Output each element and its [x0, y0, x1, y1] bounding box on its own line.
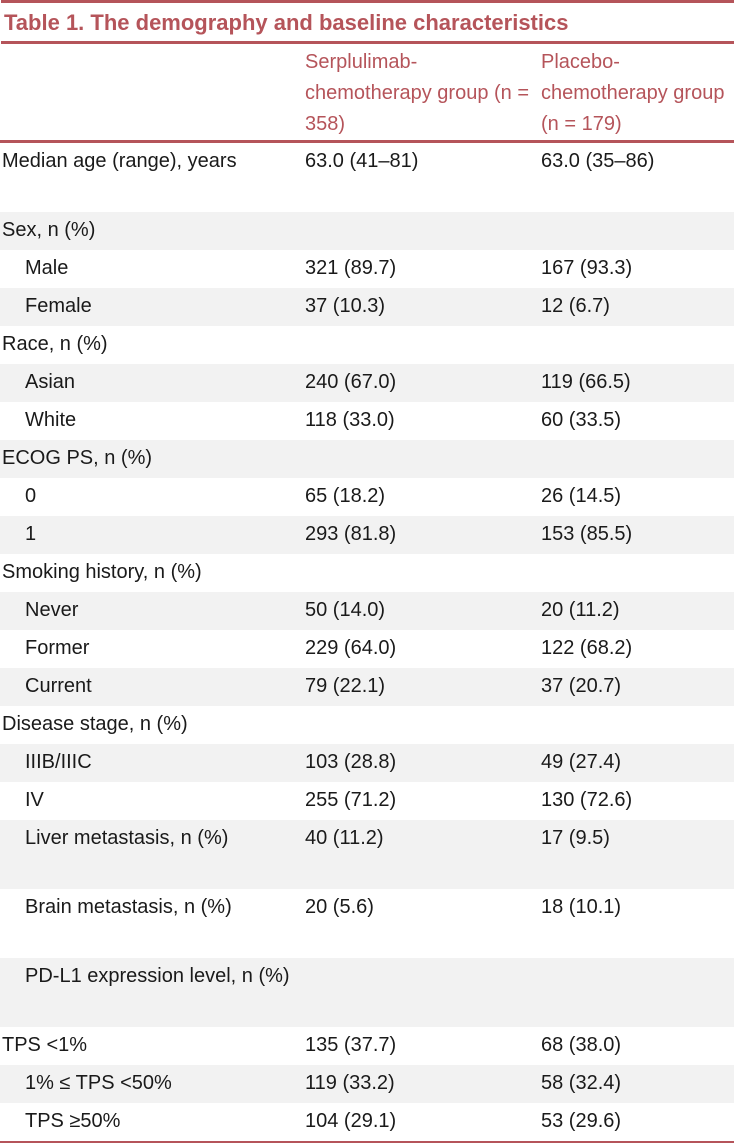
- row-label: IIIB/IIIC: [0, 744, 305, 782]
- header-serplulimab: Serplulimab-chemotherapy group (n = 358): [305, 51, 530, 135]
- table-row: [0, 630, 734, 668]
- table-row: [0, 288, 734, 326]
- table-row: [0, 364, 734, 402]
- table-row: [0, 250, 734, 288]
- row-label: IV: [25, 789, 44, 811]
- serplulimab-value: [305, 706, 541, 744]
- placebo-value: 12 (6.7): [541, 288, 734, 326]
- placebo-value: [541, 326, 734, 364]
- row-label: 1: [0, 516, 305, 554]
- table-row: [0, 1027, 734, 1065]
- row-label: Brain metastasis, n (%): [25, 896, 232, 918]
- serplulimab-value: [305, 212, 541, 250]
- table-row: [0, 1065, 734, 1103]
- placebo-value: [541, 554, 734, 592]
- table-row: [0, 440, 734, 478]
- serplulimab-value: [305, 326, 541, 364]
- table-row: [0, 706, 734, 744]
- placebo-value: 153 (85.5): [541, 516, 734, 554]
- placebo-value: [541, 440, 734, 478]
- table-row: [0, 516, 734, 554]
- row-label: Disease stage, n (%): [2, 713, 188, 735]
- serplulimab-value: 63.0 (41–81): [305, 150, 419, 172]
- row-label: Race, n (%): [2, 333, 108, 355]
- table-row: [0, 212, 734, 250]
- serplulimab-value: [305, 440, 541, 478]
- serplulimab-value: 37 (10.3): [305, 288, 541, 326]
- serplulimab-value: 40 (11.2): [305, 820, 541, 889]
- baseline-table: [0, 44, 734, 1141]
- placebo-value: 63.0 (35–86): [541, 150, 655, 172]
- table-row: [0, 142, 734, 213]
- table-row: [0, 668, 734, 706]
- placebo-value: [541, 958, 734, 1027]
- row-label: Current: [0, 668, 305, 706]
- serplulimab-value: 255 (71.2): [305, 789, 397, 811]
- serplulimab-value: 50 (14.0): [305, 592, 541, 630]
- serplulimab-value: 20 (5.6): [305, 896, 374, 918]
- placebo-value: 53 (29.6): [541, 1110, 622, 1132]
- placebo-value: 60 (33.5): [541, 409, 622, 431]
- serplulimab-value: [305, 554, 541, 592]
- table-row: [0, 554, 734, 592]
- row-label: TPS ≥50%: [25, 1110, 121, 1132]
- table-row: [0, 592, 734, 630]
- serplulimab-value: 293 (81.8): [305, 516, 541, 554]
- row-label: PD-L1 expression level, n (%): [0, 958, 305, 1027]
- row-label: Female: [0, 288, 305, 326]
- row-label: White: [25, 409, 77, 431]
- placebo-value: [541, 706, 734, 744]
- table-row: [0, 326, 734, 364]
- table-row: [0, 402, 734, 440]
- row-label: Liver metastasis, n (%): [0, 820, 305, 889]
- serplulimab-value: [305, 958, 541, 1027]
- serplulimab-value: 65 (18.2): [305, 485, 386, 507]
- row-label: Never: [0, 592, 305, 630]
- table-row: [0, 889, 734, 958]
- serplulimab-value: 79 (22.1): [305, 668, 541, 706]
- placebo-value: 58 (32.4): [541, 1065, 734, 1103]
- table-row: [0, 782, 734, 820]
- row-label: TPS <1%: [2, 1034, 88, 1056]
- row-label: ECOG PS, n (%): [0, 440, 305, 478]
- header-label: [0, 44, 305, 142]
- row-label: Smoking history, n (%): [2, 561, 202, 583]
- serplulimab-value: 229 (64.0): [305, 637, 397, 659]
- placebo-value: 122 (68.2): [541, 637, 633, 659]
- placebo-value: 49 (27.4): [541, 744, 734, 782]
- serplulimab-value: 119 (33.2): [305, 1065, 541, 1103]
- serplulimab-value: 118 (33.0): [305, 409, 395, 431]
- table-row: [0, 1103, 734, 1141]
- placebo-value: 37 (20.7): [541, 668, 734, 706]
- placebo-value: 18 (10.1): [541, 896, 622, 918]
- placebo-value: 167 (93.3): [541, 257, 633, 279]
- row-label: Sex, n (%): [0, 212, 305, 250]
- row-label: Male: [25, 257, 69, 279]
- serplulimab-value: 104 (29.1): [305, 1110, 397, 1132]
- placebo-value: 26 (14.5): [541, 485, 622, 507]
- header-row: [0, 44, 734, 142]
- placebo-value: 119 (66.5): [541, 364, 734, 402]
- placebo-value: [541, 212, 734, 250]
- row-label: 1% ≤ TPS <50%: [0, 1065, 305, 1103]
- table-title: Table 1. The demography and baseline characteristics: [4, 10, 569, 35]
- placebo-value: 20 (11.2): [541, 592, 734, 630]
- row-label: Median age (range), years: [2, 150, 237, 172]
- placebo-value: 68 (38.0): [541, 1034, 622, 1056]
- serplulimab-value: 135 (37.7): [305, 1034, 397, 1056]
- table-row: [0, 478, 734, 516]
- row-label: 0: [25, 485, 37, 507]
- serplulimab-value: 103 (28.8): [305, 744, 541, 782]
- table-row: [0, 820, 734, 889]
- serplulimab-value: 240 (67.0): [305, 364, 541, 402]
- serplulimab-value: 321 (89.7): [305, 257, 397, 279]
- row-label: Former: [25, 637, 90, 659]
- table-row: [0, 744, 734, 782]
- table-row: [0, 958, 734, 1027]
- placebo-value: 130 (72.6): [541, 789, 633, 811]
- row-label: Asian: [0, 364, 305, 402]
- header-placebo: Placebo-chemotherapy group (n = 179): [541, 51, 725, 135]
- placebo-value: 17 (9.5): [541, 820, 734, 889]
